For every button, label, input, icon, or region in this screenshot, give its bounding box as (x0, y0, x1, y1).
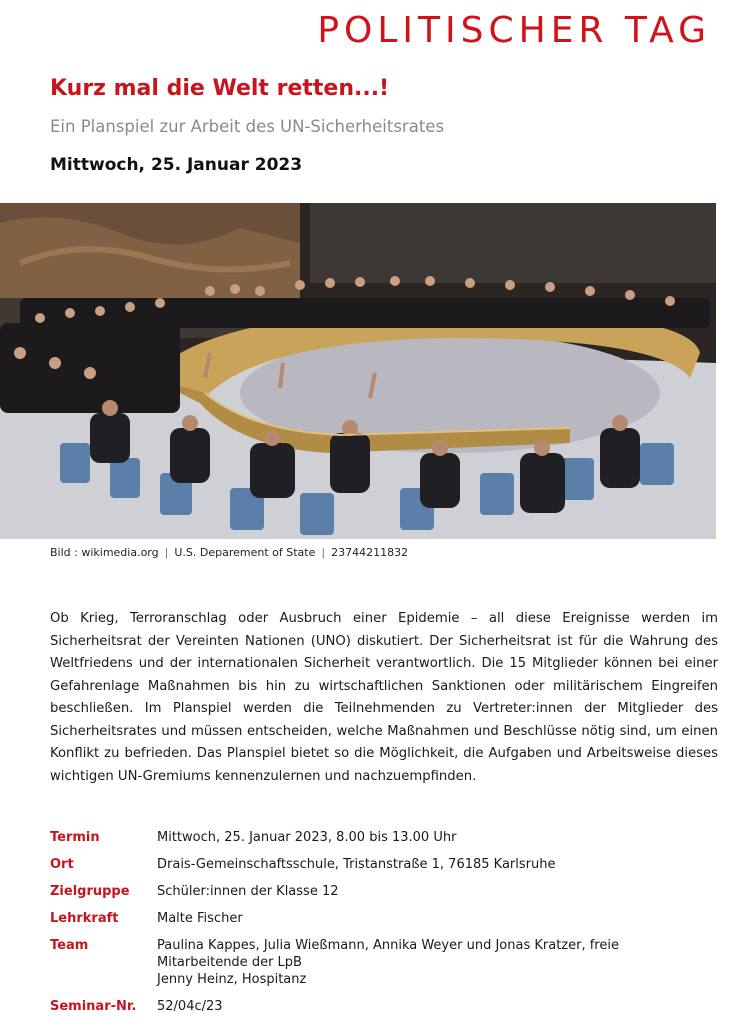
detail-row-ort (50, 856, 720, 873)
detail-label: Zielgruppe (50, 884, 130, 899)
event-title: Kurz mal die Welt retten...! (50, 76, 390, 101)
event-details (50, 829, 720, 1025)
detail-row-lehrkraft (50, 910, 720, 927)
security-council-photo (0, 203, 716, 539)
caption-id: 23744211832 (331, 546, 409, 559)
detail-row-team (50, 937, 720, 988)
detail-row-zielgruppe (50, 883, 720, 900)
detail-value: Malte Fischer (157, 911, 243, 926)
detail-value: 52/04c/23 (157, 999, 223, 1014)
photo-caption (50, 546, 408, 559)
team-line: Paulina Kappes, Julia Wießmann, Annika Weyer und Jonas Kratzer, freie (157, 938, 619, 953)
caption-separator: | (321, 546, 326, 559)
detail-label: Termin (50, 830, 100, 845)
detail-row-termin (50, 829, 720, 846)
detail-value (157, 937, 720, 988)
detail-row-seminar (50, 998, 720, 1015)
caption-separator: | (164, 546, 169, 559)
team-line: Mitarbeitende der LpB (157, 955, 302, 970)
event-subtitle: Ein Planspiel zur Arbeit des UN-Sicherheitsrates (50, 117, 445, 136)
team-line: Jenny Heinz, Hospitanz (157, 972, 307, 987)
event-description: Ob Krieg, Terroranschlag oder Ausbruch einer Epidemie – all diese Ereignisse werden im Sicherheitsrat der Vereinten Nationen (UNO) diskutiert. Der Sicherheitsrat ist für die Wahrung des Weltfriedens und der internationalen Sicherheit verantwortlich. Die 15 Mitglieder können bei einer Gefahrenlage Maßnahmen bis hin zu wirtschaftlichen Sanktionen oder militärischem Eingreifen beschließen. Im Planspiel werden die Teilnehmenden zu Vertreter:innen der Mitglieder des Sicherheitsrates und müssen entscheiden, welche Maßnahmen und Beschlüsse nötig sind, um einen Konflikt zu befrieden. Das Planspiel bietet so die Möglichkeit, die Aufgaben und Arbeitsweise dieses wichtigen UN-Gremiums kennenzulernen und nachzuempfinden. (50, 611, 718, 784)
detail-value: Schüler:innen der Klasse 12 (157, 884, 339, 899)
detail-label: Ort (50, 857, 74, 872)
detail-label: Team (50, 938, 89, 953)
event-date: Mittwoch, 25. Januar 2023 (50, 155, 303, 175)
detail-value: Drais-Gemeinschaftsschule, Tristanstraße 1, 76185 Karlsruhe (157, 857, 556, 872)
detail-label: Lehrkraft (50, 911, 119, 926)
detail-label: Seminar-Nr. (50, 999, 137, 1014)
caption-source: Bild : wikimedia.org (50, 546, 159, 559)
header-label: POLITISCHER TAG (317, 10, 711, 51)
caption-author: U.S. Deparement of State (174, 546, 316, 559)
detail-value: Mittwoch, 25. Januar 2023, 8.00 bis 13.00 Uhr (157, 830, 457, 845)
